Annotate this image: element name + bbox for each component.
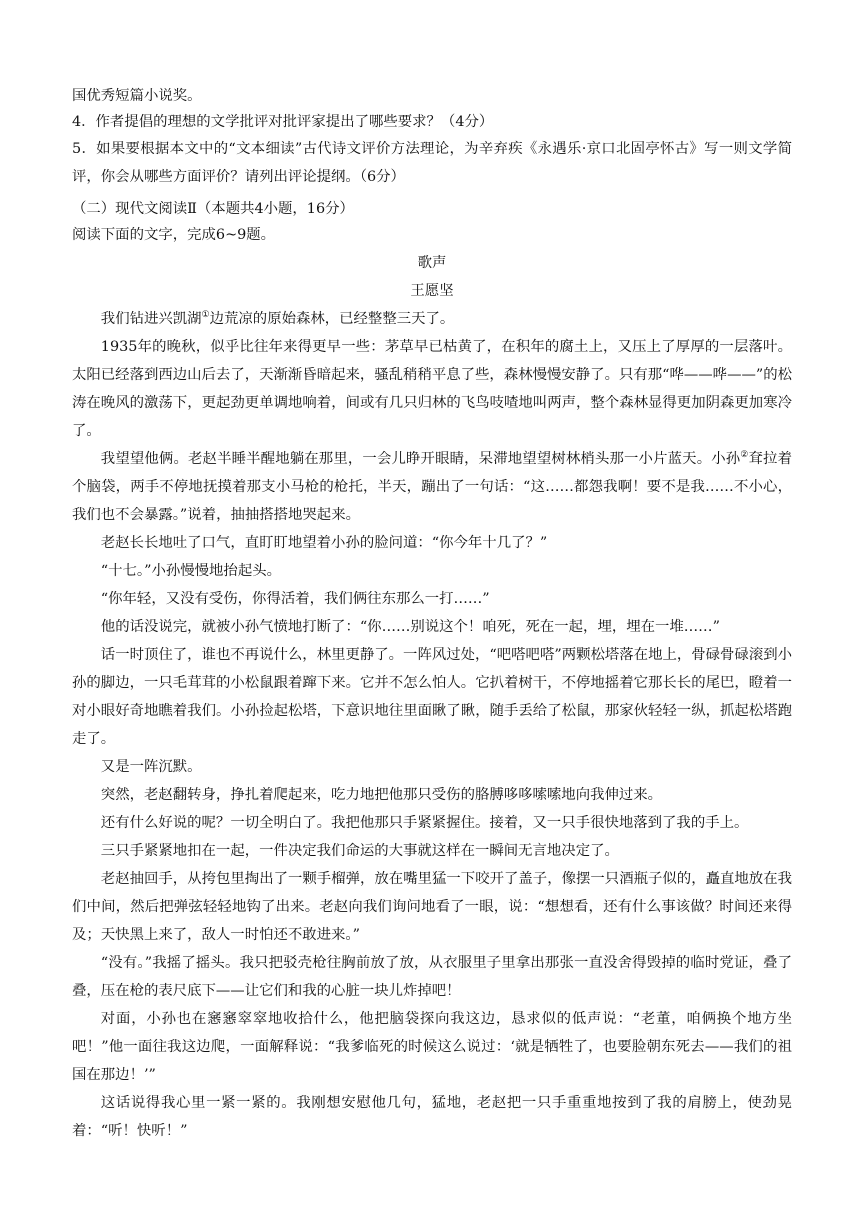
story-paragraph: 又是一阵沉默。: [100, 759, 202, 775]
story-paragraph: 突然，老赵翻转身，挣扎着爬起来，吃力地把他那只受伤的胳膊哆哆嗦嗦地向我伸过来。: [100, 787, 663, 803]
story-paragraph: 这话说得我心里一紧一紧的。我刚想安慰他几句，猛地，老赵把一只手重重地按到了我的肩膀上，使劲晃着：“听！快听！”: [72, 1095, 792, 1139]
story-author: 王愿坚: [410, 283, 454, 299]
question-4: 4．作者提倡的理想的文学批评对批评家提出了哪些要求？（4分）: [72, 114, 494, 130]
exam-page: [72, 86, 792, 1145]
story-paragraph: [72, 445, 792, 529]
story-paragraph: 老赵抽回手，从挎包里掏出了一颗手榴弹，放在嘴里猛一下咬开了盖子，像摆一只酒瓶子似的，矗直地放在我们中间，然后把弹弦轻轻地钩了出来。老赵向我们询问地看了一眼，说：“想想看，还有什么事该做？时间还来得及；天快黑上来了，敌人一时怕还不敢进来。”: [72, 871, 792, 943]
question-5: 5．如果要根据本文中的“文本细读”古代诗文评价方法理论，为辛弃疾《永遇乐·京口北固亭怀古》写一则文学简评，你会从哪些方面评价？请列出评论提纲。（6分）: [72, 141, 792, 185]
story-paragraph: 话一时顶住了，谁也不再说什么，林里更静了。一阵风过处，“吧嗒吧嗒”两颗松塔落在地上，骨碌骨碌滚到小孙的脚边，一只毛茸茸的小松鼠跟着蹿下来。它并不怎么怕人。它扒着树干，不停地摇着它那长长的尾巴，瞪着一对小眼好奇地瞧着我们。小孙捡起松塔，下意识地往里面瞅了瞅，随手丢给了松鼠，那家伙轻轻一纵，抓起松塔跑走了。: [72, 647, 792, 747]
section-heading: （二）现代文阅读Ⅱ（本题共4小题，16分）: [72, 201, 354, 217]
story-title: 歌声: [417, 255, 447, 271]
story-paragraph: “你年轻，又没有受伤，你得活着，我们俩往东那么一打……”: [100, 591, 490, 607]
story-paragraph: 老赵长长地吐了口气，直盯盯地望着小孙的脸问道：“你今年十几了？”: [100, 535, 548, 551]
story-paragraph: “十七。”小孙慢慢地抬起头。: [100, 563, 281, 579]
section-instruction: 阅读下面的文字，完成6~9题。: [72, 227, 276, 243]
paragraph-text: 耷拉着个脑袋，两手不停地抚摸着那支小马枪的枪托，半天，蹦出了一句话：“这……都怨我啊！要不是我……不小心，我们也不会暴露。”说着，抽抽搭搭地哭起来。: [72, 451, 792, 523]
story-paragraph: 1935年的晚秋，似乎比往年来得更早一些：茅草早已枯黄了，在积年的腐土上，又压上了厚厚的一层落叶。太阳已经落到西边山后去了，天渐渐昏暗起来，骚乱稍稍平息了些，森林慢慢安静了。只有那“哗——哗——”的松涛在晚风的激荡下，更起劲更单调地响着，间或有几只归林的飞鸟吱喳地叫两声，整个森林显得更加阴森更加寒冷了。: [72, 339, 792, 439]
footnote-marker: ②: [740, 450, 749, 461]
story-paragraph: 对面，小孙也在窸窸窣窣地收拾什么，他把脑袋探向我这边，恳求似的低声说：“老董，咱俩换个地方坐吧！”他一面往我这边爬，一面解释说：“我爹临死的时候这么说过：‘就是牺牲了，也要脸朝东死去——我们的祖国在那边！’”: [72, 1011, 792, 1083]
question-3-tail: 国优秀短篇小说奖。: [72, 88, 202, 104]
story-paragraph: 他的话没说完，就被小孙气愤地打断了：“你……别说这个！咱死，死在一起，埋，埋在一堆……”: [100, 619, 720, 635]
paragraph-text: 我望望他俩。老赵半睡半醒地躺在那里，一会儿睁开眼睛，呆滞地望望树林梢头那一小片蓝天。小孙: [100, 451, 741, 467]
story-paragraph: “没有。”我摇了摇头。我只把驳壳枪往胸前放了放，从衣服里子里拿出那张一直没舍得毁掉的临时党证，叠了叠，压在枪的表尺底下——让它们和我的心脏一块儿炸掉吧！: [72, 955, 792, 999]
story-paragraph: 还有什么好说的呢？一切全明白了。我把他那只手紧紧握住。接着，又一只手很快地落到了我的手上。: [100, 815, 749, 831]
footnote-marker: ①: [201, 310, 210, 321]
paragraph-text: 边荒凉的原始森林，已经整整三天了。: [209, 311, 455, 327]
paragraph-text: 我们钻进兴凯湖: [100, 311, 202, 327]
story-paragraph: [72, 305, 792, 333]
story-paragraph: 三只手紧紧地扣在一起，一件决定我们命运的大事就这样在一瞬间无言地决定了。: [100, 843, 619, 859]
